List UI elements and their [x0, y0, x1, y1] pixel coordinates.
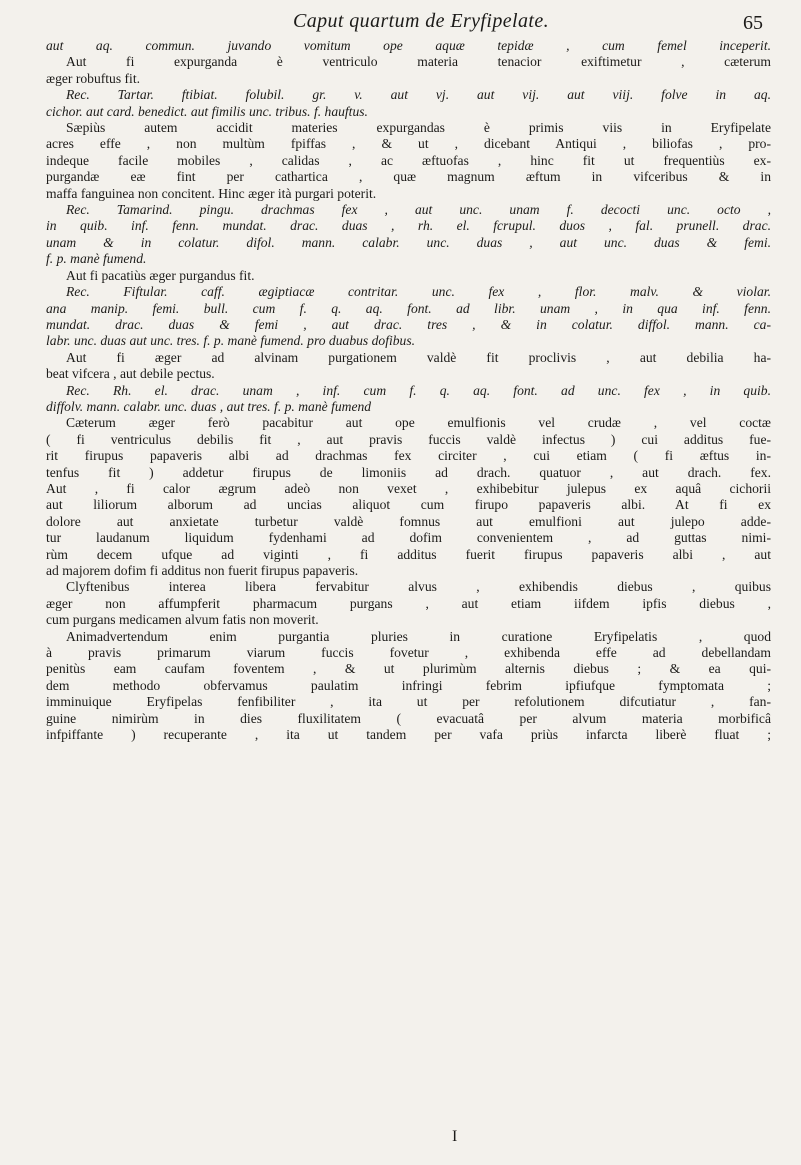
- text-line: acres effe , non multùm fpiffas , & ut , dicebant Antiqui , biliofas , pro-: [46, 136, 771, 152]
- text-line: Aut , fi calor ægrum adeò non vexet , exhibebitur julepus ex aquâ cichorii: [46, 480, 771, 496]
- text-line: Aut fi æger ad alvinam purgationem valdè fit proclivis , aut debilia ha-: [66, 349, 771, 365]
- text-line: ( fi ventriculus debilis fit , aut pravis fuccis valdè infectus ) cui additus fue-: [46, 431, 771, 447]
- text-line: Clyftenibus interea libera fervabitur alvus , exhibendis diebus , quibus: [66, 579, 771, 595]
- text-line: Rec. Fiftular. caff. ægiptiacæ contritar. unc. fex , flor. malv. & violar.: [66, 284, 771, 300]
- text-line: labr. unc. duas aut unc. tres. f. p. manè fumend. pro duabus dofibus.: [46, 333, 416, 349]
- text-line: Animadvertendum enim purgantia pluries in curatione Eryfipelatis , quod: [66, 628, 771, 644]
- text-line: purgandæ eæ fint per cathartica , quæ magnum æftum in vifceribus & in: [46, 169, 771, 185]
- text-line: cichor. aut card. benedict. aut fimilis unc. tribus. f. hauftus.: [46, 103, 368, 119]
- text-line: diffolv. mann. calabr. unc. duas , aut tres. f. p. manè fumend: [46, 398, 372, 414]
- text-line: ad majorem dofim fi additus non fuerit firupus papaveris.: [46, 563, 359, 578]
- text-line: dolore aut anxietate turbetur valdè fomnus aut emulfioni aut julepo adde-: [46, 513, 771, 529]
- text-line: Sæpiùs autem accidit materies expurgandas è primis viis in Eryfipelate: [66, 120, 771, 136]
- text-line: guine nimirùm in dies fluxilitatem ( evacuatâ per alvum materia morbificâ: [46, 710, 771, 726]
- text-line: Rec. Tartar. ftibiat. folubil. gr. v. aut vj. aut vij. aut viij. folve in aq.: [66, 87, 771, 103]
- text-line: aut liliorum alborum ad uncias aliquot cum firupo papaveris albi. At fi ex: [46, 497, 771, 513]
- page-number: 65: [743, 12, 763, 34]
- text-line: rit firupus papaveris albi ad drachmas fex circiter , cui etiam ( fi æftus in-: [46, 448, 771, 464]
- text-line: in quib. inf. fenn. mundat. drac. duas , rh. el. fcrupul. duos , fal. prunell. drac.: [46, 218, 771, 234]
- text-line: indeque facile mobiles , calidas , ac æftuofas , hinc fit ut frequentiùs ex-: [46, 152, 771, 168]
- text-line: Rec. Rh. el. drac. unam , inf. cum f. q. aq. font. ad unc. fex , in quib.: [66, 382, 771, 398]
- running-head: [46, 8, 777, 38]
- text-line: ana manip. femi. bull. cum f. q. aq. font. ad libr. unam , in qua inf. fenn.: [46, 300, 771, 316]
- text-line: aut aq. commun. juvando vomitum ope aquæ tepidæ , cum femel inceperit.: [46, 38, 771, 53]
- text-line: beat vifcera , aut debile pectus.: [46, 366, 215, 382]
- text-line: æger non affumpferit pharmacum purgans , aut etiam iifdem ipfis diebus ,: [46, 595, 771, 611]
- text-line: f. p. manè fumend.: [46, 251, 147, 267]
- text-line: Cæterum æger ferò pacabitur aut ope emulfionis vel crudæ , vel coctæ: [66, 415, 771, 431]
- text-line: æger robuftus fit.: [46, 70, 141, 86]
- signature-mark: I: [452, 1128, 458, 1145]
- text-line: imminuique Eryfipelas fenfibiliter , ita ut per refolutionem difcutiatur , fan-: [46, 694, 771, 710]
- text-line: dem methodo obfervamus paulatim infringi febrim ipfiufque fymptomata ;: [46, 677, 771, 693]
- text-line: maffa fanguinea non concitent. Hinc æger ità purgari poterit.: [46, 185, 377, 201]
- text-line: tenfus fit ) addetur firupus de limoniis ad drach. quatuor , aut drach. fex.: [46, 464, 771, 480]
- text-line: à pravis primarum viarum fuccis fovetur , exhibenda effe ad debellandam: [46, 645, 771, 661]
- running-title: Caput quartum de Eryfipelate.: [292, 10, 549, 32]
- text-line: Aut fi pacatiùs æger purgandus fit.: [66, 267, 255, 283]
- body-text: [46, 38, 771, 743]
- text-line: Rec. Tamarind. pingu. drachmas fex , aut unc. unam f. decocti unc. octo ,: [66, 202, 771, 218]
- text-line: mundat. drac. duas & femi , aut drac. tres , & in colatur. diffol. mann. ca-: [46, 316, 771, 332]
- text-line: Aut fi expurganda è ventriculo materia tenacior exiftimetur , cæterum: [66, 54, 771, 70]
- text-line: unam & in colatur. difol. mann. calabr. unc. duas , aut unc. duas & femi.: [46, 234, 771, 250]
- text-line: cum purgans medicamen alvum fatis non moverit.: [46, 612, 319, 628]
- text-line: penitùs eam caufam foventem , & ut plurimùm alternis diebus ; & ea qui-: [46, 661, 771, 677]
- text-line: infpiffante ) recuperante , ita ut tandem per vafa priùs infarcta liberè fluat ;: [46, 727, 771, 743]
- text-line: tur laudanum liquidum fydenhami ad dofim convenientem , ad guttas nimi-: [46, 530, 771, 546]
- text-line: rùm decem ufque ad viginti , fi additus fuerit firupus papaveris albi , aut: [46, 546, 771, 562]
